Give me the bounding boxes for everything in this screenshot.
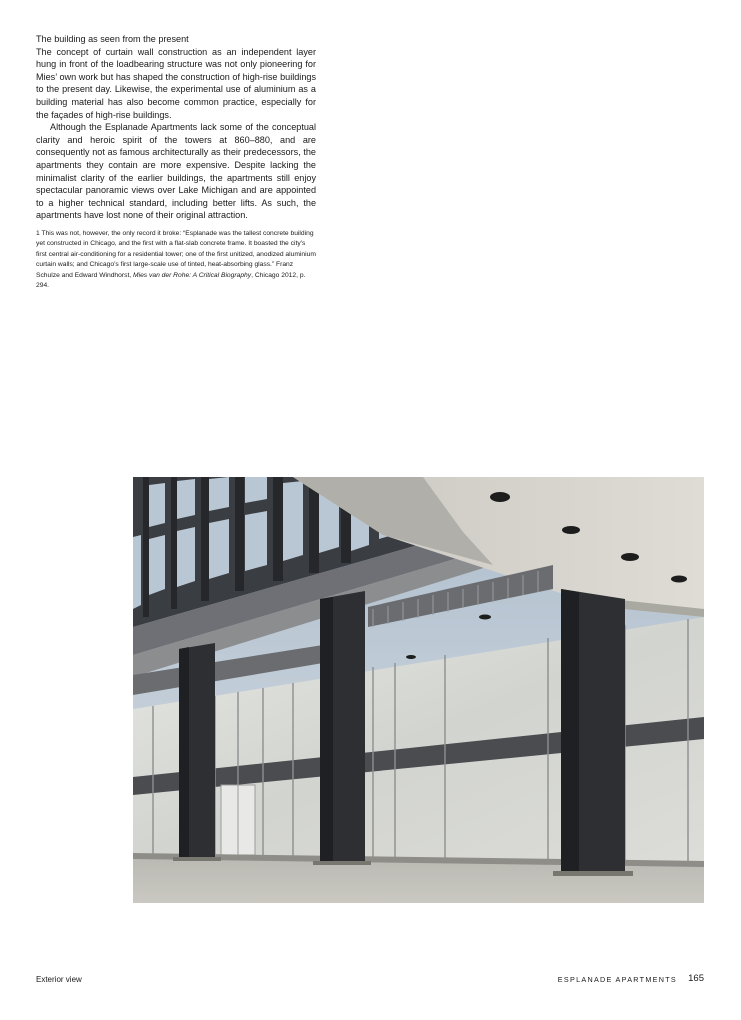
footnote: [36, 229, 316, 291]
body-paragraph-2: Although the Esplanade Apartments lack some of the conceptual clarity and heroic spirit of the towers at 860–880, and are consequently not as famous architecturally as their predecessors, the apartments they contain are more expensive. Despite lacking the minimalist clarity of the earlier buildings, the apartments still enjoy spectacular panoramic views over Lake Michigan and are appointed to a higher technical standard, including better lifts. As such, the apartments have lost none of their original attraction.: [36, 122, 316, 221]
running-head: ESPLANADE APARTMENTS: [557, 975, 677, 984]
page-number: 165: [688, 973, 704, 984]
footnote-text: 1 This was not, however, the only record it broke: “Esplanade was the tallest concrete building yet constructed in Chicago, and the first with a flat-slab concrete frame. It boasted the city’s first central air-conditioning for a residential tower; one of the first unitized, anodized aluminium curtain walls; and Chicago’s first large-scale use of tinted, heat-absorbing glass.” Franz Schulze and Edward Windhorst,: [36, 229, 316, 279]
exterior-photo: [133, 477, 704, 903]
photo-caption: Exterior view: [36, 975, 82, 984]
footnote-book-title: Mies van der Rohe: A Critical Biography: [133, 271, 252, 279]
section-heading: The building as seen from the present: [36, 34, 189, 44]
building-illustration: [133, 477, 704, 903]
text-column: [36, 33, 316, 291]
body-paragraph-1: The concept of curtain wall construction as an independent layer hung in front of the loadbearing structure was not only pioneering for Mies’ own work but has shaped the construction of high-rise buildings to the present day. Likewise, the experimental use of aluminium as a building material has also become common practice, especially for the façades of high-rise buildings.: [36, 46, 316, 120]
footnote-text-end: , Chicago 2012, p. 294.: [36, 271, 306, 289]
